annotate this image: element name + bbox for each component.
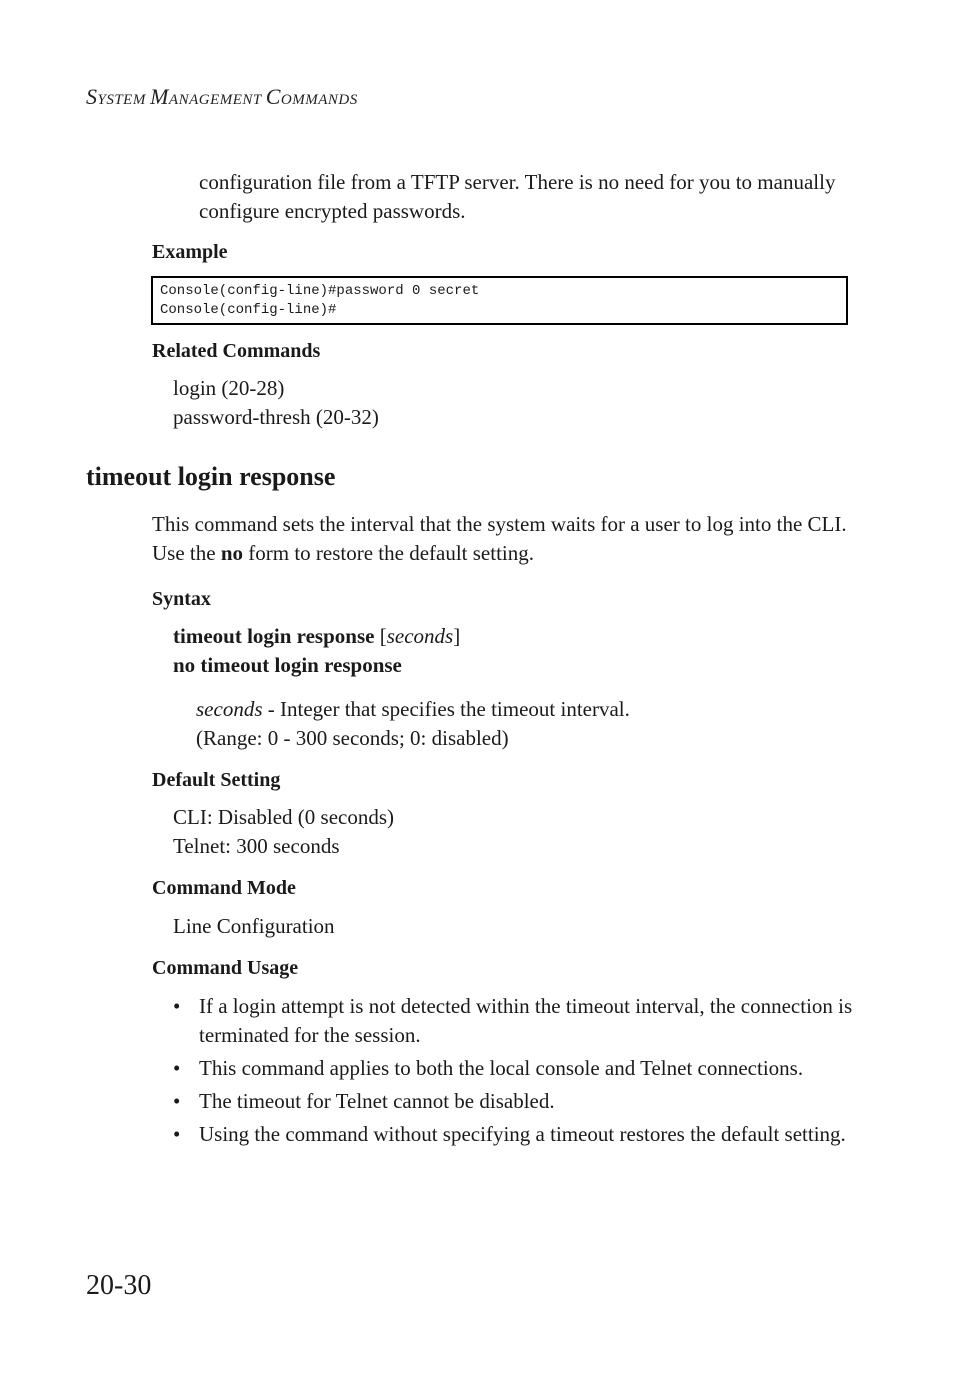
code-example: [151, 276, 848, 325]
section-title: timeout login response: [86, 462, 336, 491]
param-range: (Range: 0 - 300 seconds; 0: disabled): [196, 726, 509, 750]
syntax-heading: Syntax: [152, 588, 211, 610]
command-mode-heading: Command Mode: [152, 877, 296, 899]
related-command-link[interactable]: password-thresh (20-32): [173, 405, 379, 429]
syntax-line: timeout login response [seconds]: [173, 624, 461, 648]
command-mode-value: Line Configuration: [173, 914, 335, 938]
usage-item: • If a login attempt is not detected within the timeout interval, the connection is terminated for the session.: [173, 994, 853, 1047]
default-setting-heading: Default Setting: [152, 769, 281, 791]
command-usage-heading: Command Usage: [152, 957, 299, 979]
related-command-link[interactable]: login (20-28): [173, 376, 285, 400]
param-description: seconds - Integer that specifies the timeout interval.: [196, 697, 630, 721]
page-number: 20-30: [86, 1270, 152, 1301]
syntax-line-no: no timeout login response: [173, 653, 402, 677]
code-line: Console(config-line)#password 0 secret: [160, 283, 480, 299]
no-keyword: no: [220, 541, 244, 565]
usage-item: • The timeout for Telnet cannot be disabled.: [173, 1089, 555, 1113]
usage-item: • This command applies to both the local console and Telnet connections.: [173, 1056, 804, 1080]
default-setting-line: Telnet: 300 seconds: [173, 834, 340, 858]
intro-continuation: configuration file from a TFTP server. There is no need for you to manually configure encrypted passwords.: [199, 170, 836, 223]
usage-item: • Using the command without specifying a timeout restores the default setting.: [173, 1122, 846, 1146]
related-commands-heading: Related Commands: [152, 340, 321, 362]
example-heading: Example: [152, 241, 228, 263]
code-line: Console(config-line)#: [160, 302, 337, 318]
default-setting-line: CLI: Disabled (0 seconds): [173, 805, 395, 829]
section-description: This command sets the interval that the system waits for a user to log into the CLI. Use the no form to restore the default setting.: [152, 512, 847, 565]
running-header: SYSTEM MANAGEMENT COMMANDS: [86, 84, 358, 109]
usage-list: [173, 992, 853, 1153]
